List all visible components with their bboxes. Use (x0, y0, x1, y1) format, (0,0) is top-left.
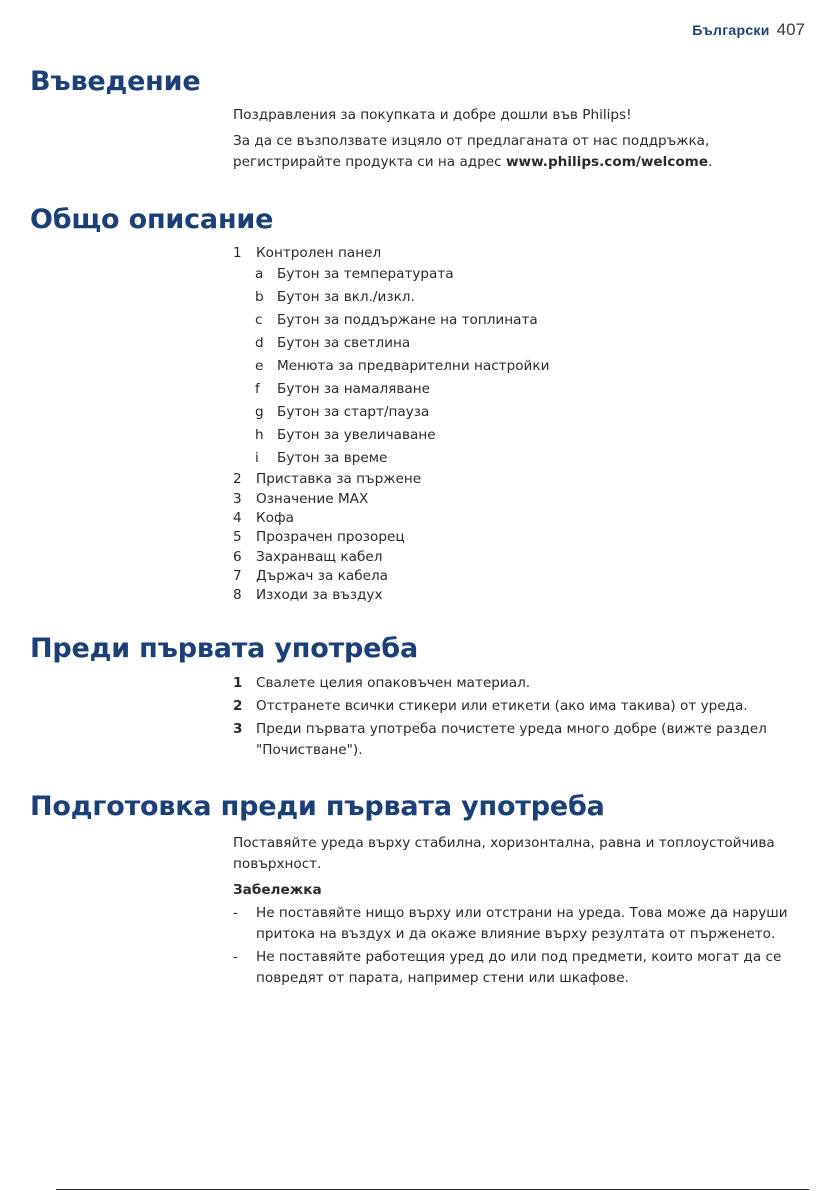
sub-item-label: Менюта за предварителни настройки (277, 358, 550, 375)
step-number: 2 (233, 698, 243, 714)
sub-item-letter: c (255, 312, 263, 329)
sub-list-item (255, 355, 813, 378)
page-header (692, 20, 805, 40)
sub-item-letter: g (255, 404, 264, 421)
note-label: Забележка (233, 882, 322, 898)
sub-list-item (255, 309, 813, 332)
list-item-number: 5 (233, 529, 242, 546)
page-number: 407 (776, 20, 805, 39)
sub-item-label: Бутон за вкл./изкл. (277, 289, 415, 306)
intro-body (233, 105, 813, 173)
list-item (233, 509, 813, 528)
sub-list-item (255, 424, 813, 447)
philips-welcome-link[interactable]: www.philips.com/welcome (505, 154, 709, 170)
sub-item-letter: f (255, 381, 260, 398)
sub-item-label: Бутон за време (277, 450, 388, 467)
overview-heading: Общо описание (30, 204, 274, 235)
before-first-use-heading: Преди първата употреба (30, 633, 418, 664)
list-item-number: 4 (233, 510, 242, 527)
list-item-label: Приставка за пържене (256, 471, 422, 488)
step-text: Отстранете всички стикери или етикети (ако има такива) от уреда. (256, 698, 748, 714)
sub-item-letter: h (255, 427, 264, 444)
sub-list-item (255, 378, 813, 401)
list-item-number: 7 (233, 567, 242, 584)
list-item (233, 244, 813, 263)
step-number: 3 (233, 721, 243, 737)
sub-list-item (255, 263, 813, 286)
list-item (233, 528, 813, 547)
list-item-number: 6 (233, 548, 242, 565)
step-item (233, 673, 813, 694)
notes-list (233, 903, 813, 989)
sub-list-item (255, 332, 813, 355)
intro-paragraph-1: Поздравления за покупката и добре дошли във Philips! (233, 107, 632, 123)
sub-item-label: Бутон за намаляване (277, 381, 430, 398)
sub-item-letter: i (255, 450, 259, 467)
list-item-label: Прозрачен прозорец (256, 529, 405, 546)
step-item (233, 696, 813, 717)
sub-item-label: Бутон за температурата (277, 266, 454, 283)
list-item-label: Държач за кабела (256, 567, 388, 584)
list-item-number: 2 (233, 471, 242, 488)
sub-item-letter: b (255, 289, 264, 306)
sub-list (233, 263, 813, 470)
note-item (233, 903, 813, 945)
sub-item-letter: a (255, 266, 264, 283)
list-item (233, 567, 813, 586)
sub-item-letter: d (255, 335, 264, 352)
note-dash: - (233, 905, 238, 921)
steps-list (233, 673, 813, 761)
sub-item-label: Бутон за поддържане на топлината (277, 312, 538, 329)
intro-paragraph-2: За да се възползвате изцяло от предлаганата от нас поддръжка, регистрирайте продукта си на адрес www.philips.com/welcome. (233, 133, 713, 170)
step-number: 1 (233, 675, 243, 691)
sub-list-item (255, 447, 813, 470)
sub-item-label: Бутон за старт/пауза (277, 404, 430, 421)
list-item-label: Контролен панел (256, 245, 382, 262)
overview-list (233, 244, 813, 605)
note-dash: - (233, 949, 238, 965)
note-text: Не поставяйте работещия уред до или под предмети, които могат да се повредят от парата, например стени или шкафове. (256, 949, 782, 986)
list-item (233, 490, 813, 509)
note-item (233, 947, 813, 989)
sub-item-label: Бутон за увеличаване (277, 427, 436, 444)
list-item-number: 1 (233, 245, 242, 262)
list-item-label: Изходи за въздух (256, 587, 383, 604)
sub-list-item (255, 401, 813, 424)
intro-heading: Въведение (30, 66, 201, 97)
step-item (233, 719, 813, 761)
list-item (233, 470, 813, 489)
preparation-paragraph: Поставяйте уреда върху стабилна, хоризонтална, равна и топлоустойчива повърхност. (233, 835, 775, 872)
preparation-body (233, 833, 813, 989)
preparation-heading: Подготовка преди първата употреба (30, 791, 605, 822)
sub-list-item (255, 286, 813, 309)
list-item-label: Захранващ кабел (256, 548, 383, 565)
list-item (233, 547, 813, 566)
sub-item-letter: e (255, 358, 264, 375)
note-text: Не поставяйте нищо върху или отстрани на уреда. Това може да наруши притока на въздух и да окаже влияние върху резултата от пърженето. (256, 905, 788, 942)
footer-rule (56, 1189, 809, 1190)
header-language: Български (692, 22, 770, 38)
list-item-number: 3 (233, 490, 242, 507)
step-text: Преди първата употреба почистете уреда много добре (вижте раздел "Почистване"). (256, 721, 767, 758)
list-item (233, 586, 813, 605)
main-list (233, 470, 813, 605)
list-item-number: 8 (233, 587, 242, 604)
list-item-label: Означение MAX (256, 490, 369, 507)
list-item-label: Кофа (256, 510, 294, 527)
step-text: Свалете целия опаковъчен материал. (256, 675, 531, 691)
sub-item-label: Бутон за светлина (277, 335, 411, 352)
